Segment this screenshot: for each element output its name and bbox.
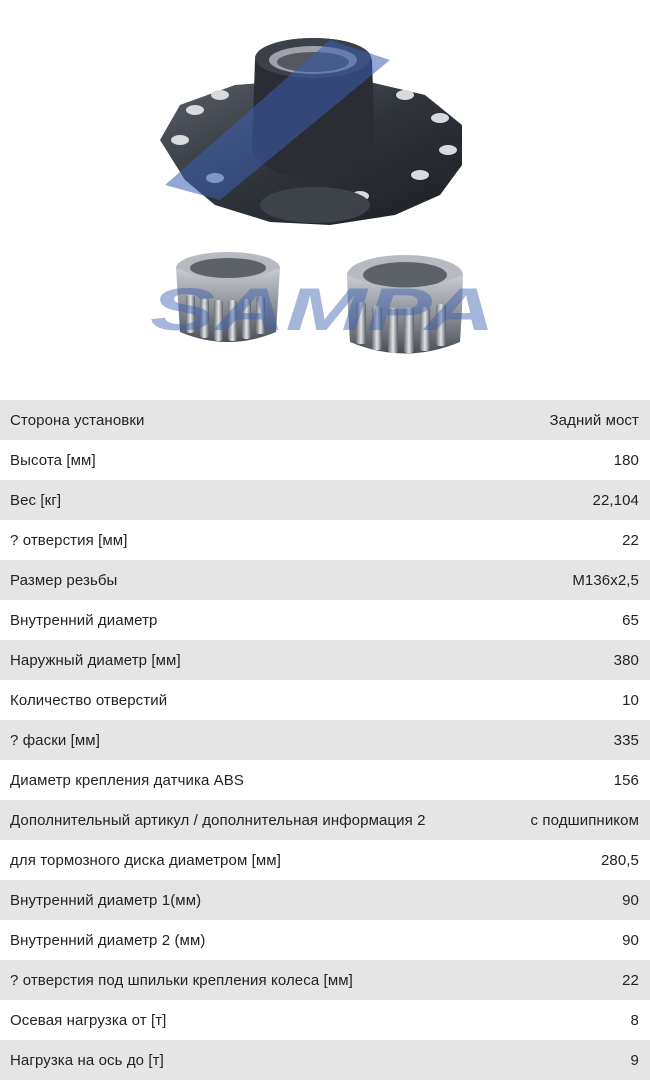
spec-label: Дополнительный артикул / дополнительная информация 2 [10,811,426,829]
spec-row [0,840,650,880]
spec-value: 90 [622,891,639,909]
spec-label: Осевая нагрузка от [т] [10,1011,167,1029]
spec-label: ? отверстия [мм] [10,531,128,549]
spec-row [0,960,650,1000]
specs-table [0,400,650,1080]
spec-row [0,720,650,760]
spec-label: Вес [кг] [10,491,62,509]
spec-row [0,680,650,720]
spec-value: 10 [622,691,639,709]
spec-value: 380 [613,651,639,669]
spec-value: 8 [630,1011,639,1029]
spec-value: 156 [613,771,639,789]
spec-value: с подшипником [530,811,639,829]
spec-label: Количество отверстий [10,691,168,709]
spec-row [0,560,650,600]
spec-value: 280,5 [600,851,639,869]
spec-row [0,600,650,640]
spec-row [0,520,650,560]
spec-label: Размер резьбы [10,571,118,589]
spec-value: 180 [613,451,639,469]
spec-label: Высота [мм] [10,451,96,469]
spec-row [0,760,650,800]
wheel-hub-illustration [0,0,650,400]
spec-value: M136x2,5 [572,571,639,589]
spec-label: для тормозного диска диаметром [мм] [10,851,281,869]
spec-row [0,880,650,920]
product-image [0,0,650,400]
spec-label: Диаметр крепления датчика ABS [10,771,244,789]
spec-label: Наружный диаметр [мм] [10,651,181,669]
spec-row [0,1040,650,1080]
spec-row [0,640,650,680]
spec-value: 335 [613,731,639,749]
watermark-logo: SAMPA [150,276,495,343]
spec-row [0,800,650,840]
spec-value: Задний мост [549,411,639,429]
spec-label: Внутренний диаметр 1(мм) [10,891,202,909]
spec-value: 90 [622,931,639,949]
spec-value: 22,104 [592,491,639,509]
spec-row [0,920,650,960]
spec-label: ? фаски [мм] [10,731,100,749]
spec-value: 22 [622,531,639,549]
spec-label: Внутренний диаметр [10,611,158,629]
spec-row [0,480,650,520]
spec-label: Внутренний диаметр 2 (мм) [10,931,206,949]
spec-row [0,1000,650,1040]
spec-label: Сторона установки [10,411,145,429]
spec-value: 22 [622,971,639,989]
spec-row [0,400,650,440]
spec-label: Нагрузка на ось до [т] [10,1051,164,1069]
spec-label: ? отверстия под шпильки крепления колеса [мм] [10,971,353,989]
spec-row [0,440,650,480]
spec-value: 9 [630,1051,639,1069]
spec-value: 65 [622,611,639,629]
